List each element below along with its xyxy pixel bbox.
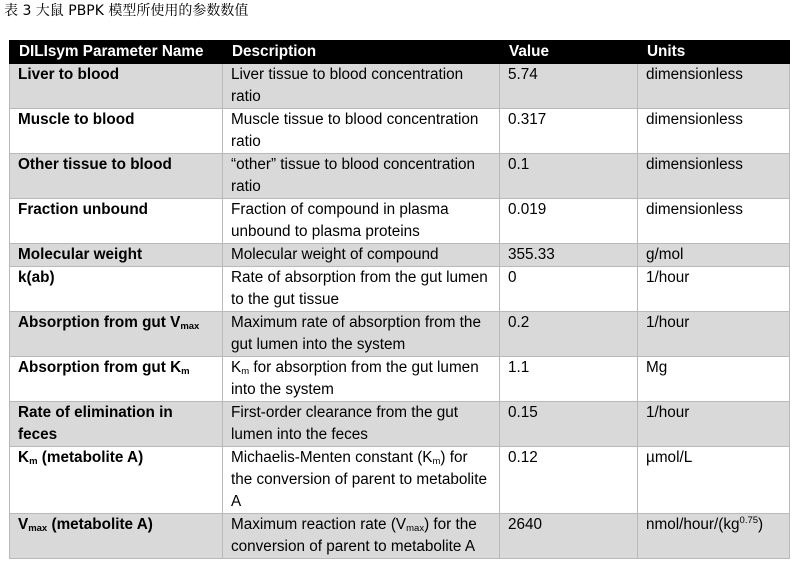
header-parameter-name: DILIsym Parameter Name	[10, 41, 223, 64]
parameter-value: 0	[500, 267, 638, 312]
parameter-name: $K_m$ (metabolite A)	[10, 447, 223, 514]
table-row	[10, 357, 790, 402]
parameter-description: Muscle tissue to blood concentration ratio	[223, 109, 500, 154]
parameter-units: 1/hour	[638, 312, 790, 357]
table-row	[10, 64, 790, 109]
parameter-value: 0.317	[500, 109, 638, 154]
parameter-value: 0.15	[500, 402, 638, 447]
parameter-name: Fraction unbound	[10, 199, 223, 244]
parameter-description: “other” tissue to blood concentration ratio	[223, 154, 500, 199]
parameter-units: 1/hour	[638, 402, 790, 447]
parameter-description: Maximum reaction rate $(V_{max})$ for the conversion of parent to metabolite A	[223, 514, 500, 559]
table-row	[10, 514, 790, 559]
parameter-name: Rate of elimination in feces	[10, 402, 223, 447]
table-header-row	[10, 41, 790, 64]
parameter-description: Fraction of compound in plasma unbound to plasma proteins	[223, 199, 500, 244]
parameter-name: Liver to blood	[10, 64, 223, 109]
parameter-units: dimensionless	[638, 199, 790, 244]
parameter-units: dimensionless	[638, 154, 790, 199]
parameter-value: 0.019	[500, 199, 638, 244]
parameter-name: Absorption from gut $V_{max}$	[10, 312, 223, 357]
table-row	[10, 109, 790, 154]
parameter-value: 0.2	[500, 312, 638, 357]
parameter-value: 5.74	[500, 64, 638, 109]
parameter-name: Other tissue to blood	[10, 154, 223, 199]
header-value: Value	[500, 41, 638, 64]
parameter-description: Liver tissue to blood concentration ratio	[223, 64, 500, 109]
parameter-units: dimensionless	[638, 109, 790, 154]
table-row	[10, 267, 790, 312]
header-description: Description	[223, 41, 500, 64]
parameter-value: 2640	[500, 514, 638, 559]
parameter-units: nmol/$hour/(kg^{0.75})$	[638, 514, 790, 559]
parameter-description: First-order clearance from the gut lumen into the feces	[223, 402, 500, 447]
parameter-description: $K_m$ for absorption from the gut lumen into the system	[223, 357, 500, 402]
parameter-name: $V_{max}$ (metabolite A)	[10, 514, 223, 559]
table-row	[10, 312, 790, 357]
parameter-value: 0.1	[500, 154, 638, 199]
parameter-units: dimensionless	[638, 64, 790, 109]
parameter-description: Maximum rate of absorption from the gut lumen into the system	[223, 312, 500, 357]
parameter-name: k(ab)	[10, 267, 223, 312]
table-row	[10, 447, 790, 514]
table-row	[10, 244, 790, 267]
parameter-units: µmol/L	[638, 447, 790, 514]
parameter-units: Mg	[638, 357, 790, 402]
parameter-units: g/mol	[638, 244, 790, 267]
table-row	[10, 199, 790, 244]
parameter-name: Absorption from gut $K_m$	[10, 357, 223, 402]
parameter-value: 355.33	[500, 244, 638, 267]
parameter-name: Molecular weight	[10, 244, 223, 267]
table-row	[10, 154, 790, 199]
parameter-description: Rate of absorption from the gut lumen to the gut tissue	[223, 267, 500, 312]
table-row	[10, 402, 790, 447]
parameter-description: Molecular weight of compound	[223, 244, 500, 267]
parameter-description: Michaelis-Menten constant $(K_m)$ for the conversion of parent to metabolite A	[223, 447, 500, 514]
table-caption: 表 3 大鼠 PBPK 模型所使用的参数数值	[4, 3, 249, 19]
parameter-table	[9, 40, 790, 559]
parameter-value: 0.12	[500, 447, 638, 514]
header-units: Units	[638, 41, 790, 64]
parameter-name: Muscle to blood	[10, 109, 223, 154]
parameter-units: 1/hour	[638, 267, 790, 312]
parameter-value: 1.1	[500, 357, 638, 402]
